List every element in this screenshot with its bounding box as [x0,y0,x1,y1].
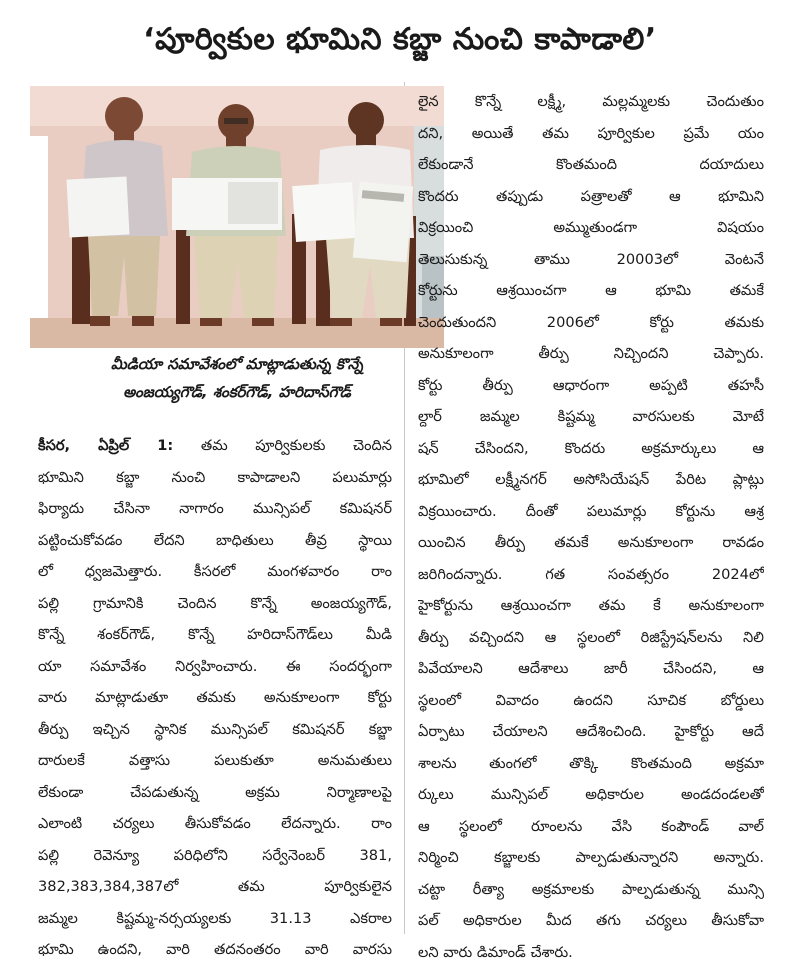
body-line: జరిగిందన్నారు. గత సంవత్సరం 2024లో [418,559,764,591]
body-line: 382,383,384,387లో తమ పూర్వికులైన [38,871,392,903]
caption-line: మీడియా సమావేశంలో మాట్లాడుతున్న కొన్నే [30,350,444,378]
body-line: హైకోర్టును ఆశ్రయించగా తమ కే అనుకూలంగా [418,590,764,622]
body-line: యించిన తీర్పు తమకే అనుకూలంగా రావడం [418,527,764,559]
body-line: పల్లి రెవెన్యూ పరిధిలోని సర్వేనెంబర్ 381, [38,840,392,872]
body-line: ల్దార్ జమ్మల కిష్టమ్మ వారసులకు మోటే [418,401,764,433]
body-line: ఆ స్థలంలో రూంలను వేసి కంపౌండ్ వాల్ [418,811,764,843]
body-line: లైన కొన్నే లక్ష్మీ, మల్లమ్మలకు చెందుతుం [418,86,764,118]
body-line: పట్టించుకోవడం లేదని బాధితులు తీవ్ర స్థాయి [38,525,392,557]
caption-line: అంజయ్యగౌడ్, శంకర్‌గౌడ్, హరిదాస్‌గౌడ్ [30,378,444,406]
body-line: ఫిర్యాదు చేసినా నాగారం మున్సిపల్ కమిషనర్ [38,493,392,525]
article-body-left-column [38,430,392,966]
photo-caption [30,350,444,412]
body-line: యా సమావేశం నిర్వహించారు. ఈ సందర్భంగా [38,651,392,683]
body-line: షన్ చేసిందని, కొందరు అక్రమార్కులు ఆ [418,433,764,465]
body-line: చెందుతుందని 2006లో కోర్టు తమకు [418,307,764,339]
body-line: చట్టా రీత్యా అక్రమాలకు పాల్పడుతున్న మున్సి [418,874,764,906]
body-line: భూమిలో లక్ష్మీనగర్ అసోసియేషన్ పేరిట ప్లాట్లు [418,464,764,496]
body-line: విక్రయించారు. దీంతో పలుమార్లు కోర్టును ఆశ్ర [418,496,764,528]
body-line: ఎలాంటి చర్యలు తీసుకోవడం లేదన్నారు. రాం [38,808,392,840]
body-line: విక్రయించి అమ్ముతుండగా విషయం [418,212,764,244]
body-line: తీర్పు ఇచ్చిన స్థానిక మున్సిపల్ కమిషనర్ కబ్జా [38,714,392,746]
body-line: పివేయాలని ఆదేశాలు జారీ చేసిందని, ఆ [418,653,764,685]
body-line-text: తమ పూర్వికులకు చెందిన [173,437,392,454]
body-line: నిర్మించి కబ్జాలకు పాల్పడుతున్నారని అన్నారు. [418,842,764,874]
body-line [38,430,392,462]
body-line: లేకుండానే కొంతమంది దయాదులు [418,149,764,181]
body-line: పల్లి గ్రామానికి చెందిన కొన్నే అంజయ్యగౌడ్, [38,588,392,620]
body-line: తీర్పు వచ్చిందని ఆ స్థలంలో రిజిస్ట్రేషన్‌లను నిలి [418,622,764,654]
news-photo [30,86,444,348]
body-line: కొందరు తప్పుడు పత్రాలతో ఆ భూమిని [418,181,764,213]
body-line: వారు మాట్లాడుతూ తమకు అనుకూలంగా కోర్టు [38,682,392,714]
body-line: స్థలంలో వివాదం ఉందని సూచిక బోర్డులు [418,685,764,717]
body-line: కోర్టు తీర్పు ఆధారంగా అప్పటి తహసీ [418,370,764,402]
body-line: లేకుండా చేపడుతున్న అక్రమ నిర్మాణాలపై [38,777,392,809]
body-line: భూమి ఉందని, వారి తదనంతరం వారి వారసు [38,934,392,966]
dateline: కీసర, ఏప్రిల్ 1: [38,437,173,454]
body-line: కొన్నే శంకర్‌గౌడ్, కొన్నే హరిదాస్‌గౌడ్‌లు మీడి [38,619,392,651]
body-line: భూమిని కబ్జా నుంచి కాపాడాలని పలుమార్లు [38,462,392,494]
body-line: దని, అయితే తమ పూర్వికుల ప్రమే యం [418,118,764,150]
body-line: జమ్మల కిష్టమ్మ-నర్సయ్యలకు 31.13 ఎకరాల [38,903,392,935]
body-line: అనుకూలంగా తీర్పు నిచ్చిందని చెప్పారు. [418,338,764,370]
body-line: తెలుసుకున్న తాము 20003లో వెంటనే [418,244,764,276]
article-body-right-column [418,86,764,968]
body-line: దారులకే వత్తాసు పలుకుతూ అనుమతులు [38,745,392,777]
body-line: పల్ అధికారుల మీద తగు చర్యలు తీసుకోవా [418,905,764,937]
headline: ‘పూర్వికుల భూమిని కబ్జా నుంచి కాపాడాలి’ [20,8,780,72]
body-line: శాలను తుంగలో తొక్కి కొంతమంది అక్రమా [418,748,764,780]
body-line: కోర్టును ఆశ్రయించగా ఆ భూమి తమకే [418,275,764,307]
body-line: లని వారు డిమాండ్ చేశారు. [418,937,764,968]
body-line: ఏర్పాటు చేయాలని ఆదేశించింది. హైకోర్టు ఆదే [418,716,764,748]
body-line: ర్కులు మున్సిపల్ అధికారుల అండదండలతో [418,779,764,811]
body-line: లో ధ్వజమెత్తారు. కీసరలో మంగళవారం రాం [38,556,392,588]
